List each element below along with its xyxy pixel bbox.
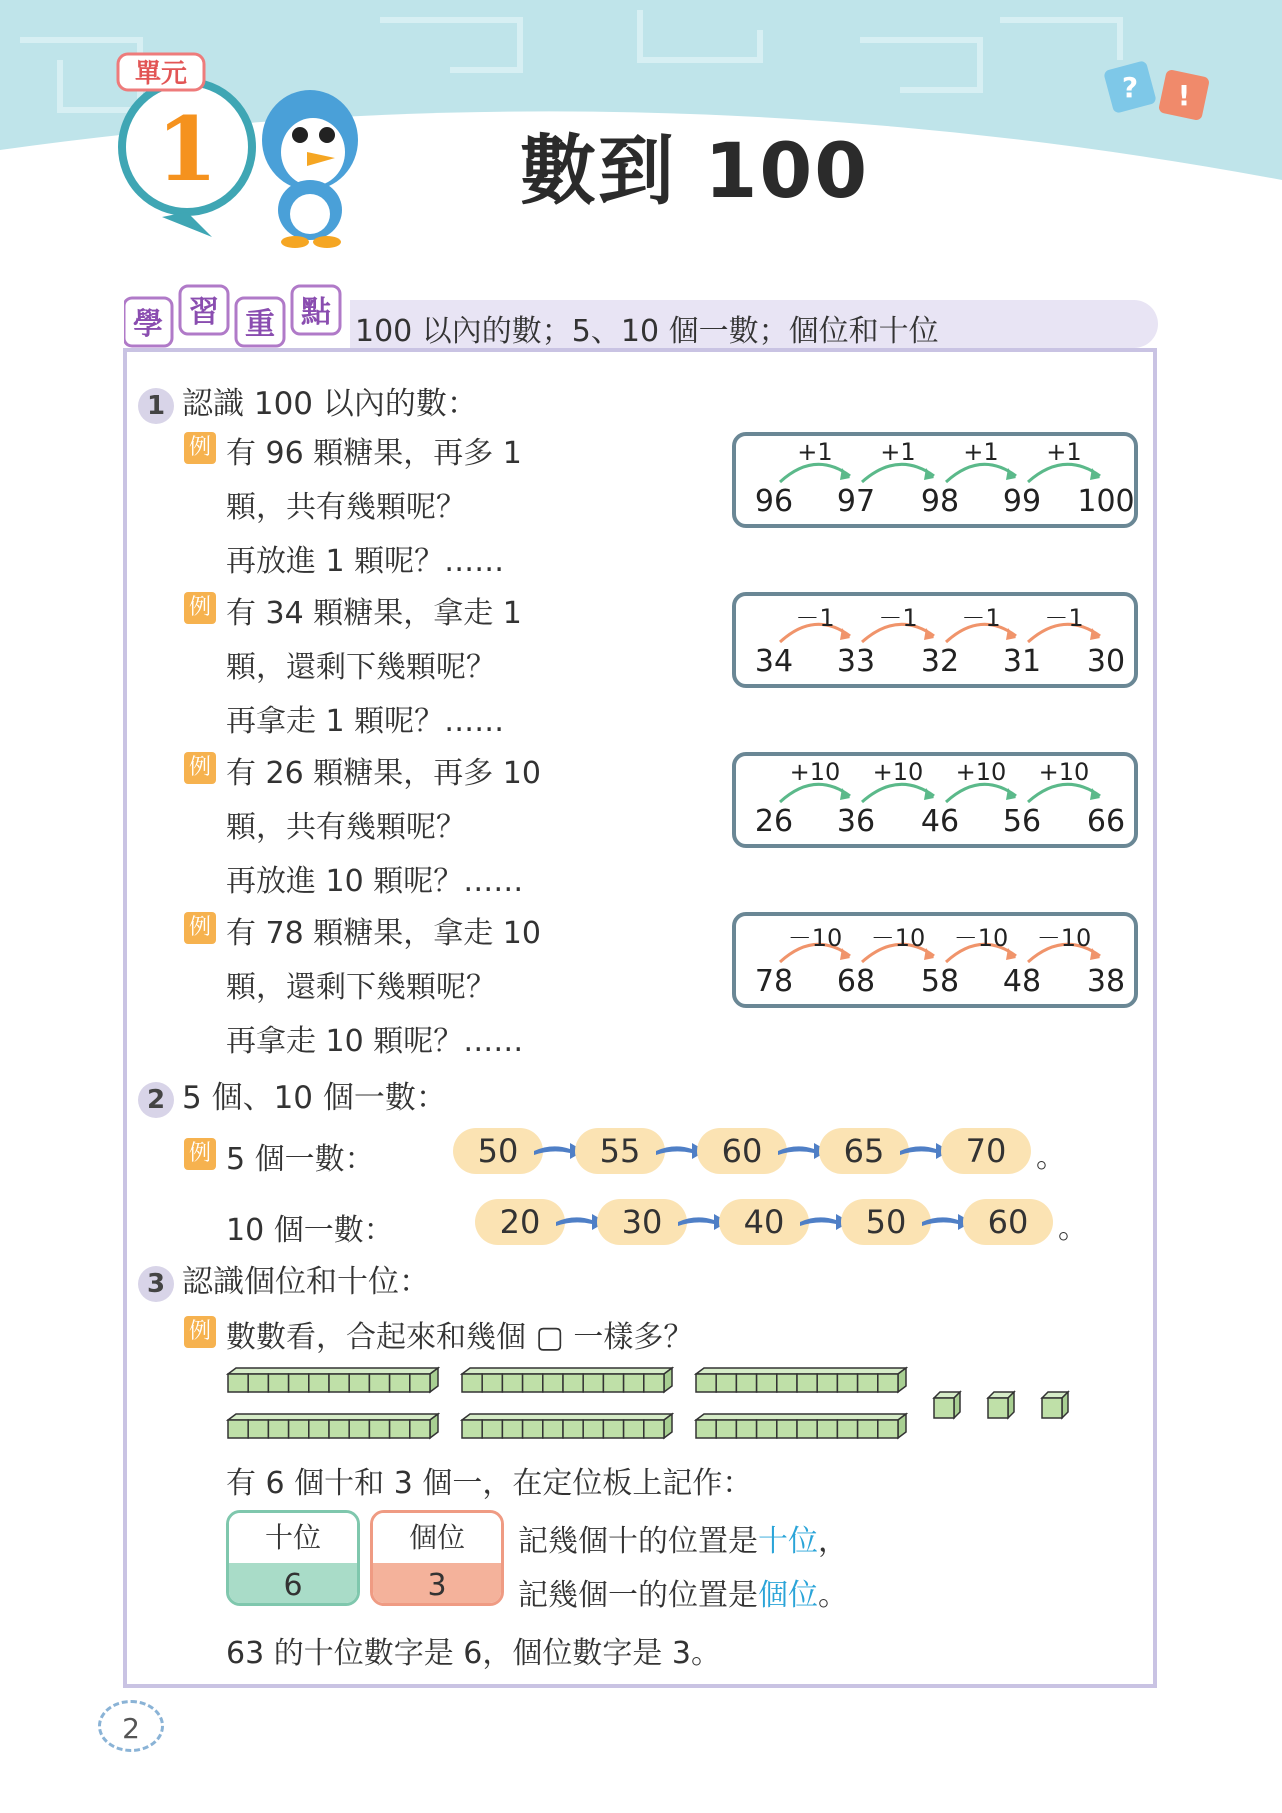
- section-number: 3: [138, 1266, 174, 1302]
- sequence-number: 66: [1086, 804, 1126, 839]
- step-label: +10: [789, 758, 841, 786]
- sequence-number: 33: [836, 644, 876, 679]
- sequence-number: 99: [1002, 484, 1042, 519]
- unit-label: 單元: [134, 59, 188, 89]
- hop-arrow: [780, 464, 850, 482]
- question-dice-icon: [1100, 55, 1220, 125]
- explain-ones: [518, 1570, 848, 1614]
- example-text-line: 再拿走 1 顆呢？……: [226, 704, 505, 739]
- section3-heading-text: 認識個位和十位：: [182, 1264, 430, 1300]
- sequence-number: 98: [920, 484, 960, 519]
- step-label: +1: [880, 438, 916, 466]
- section-number: 1: [138, 388, 174, 424]
- ones-header: 個位: [373, 1513, 501, 1563]
- sequence-number: 78: [754, 964, 794, 999]
- count-value-pill: 50: [841, 1199, 931, 1245]
- svg-text:重: 重: [245, 307, 275, 342]
- ones-column: [370, 1510, 504, 1606]
- step-label: +10: [1038, 758, 1090, 786]
- svg-text:?: ?: [1121, 71, 1139, 104]
- section2-heading: [138, 1072, 447, 1118]
- ones-keyword: 個位: [758, 1578, 818, 1613]
- sequence-number: 56: [1002, 804, 1042, 839]
- count-value-pill: 55: [575, 1128, 665, 1174]
- step-label: －1: [878, 604, 918, 632]
- example-text-line: 顆，還剩下幾顆呢？: [226, 650, 496, 685]
- count-value-pill: 70: [941, 1128, 1031, 1174]
- ten-rod-block: [226, 1412, 440, 1440]
- count-value-pill: 30: [597, 1199, 687, 1245]
- hop-arrow: [946, 784, 1016, 802]
- step-label: －10: [787, 924, 843, 952]
- explain-tens: [518, 1516, 848, 1560]
- unit-cube-block: [1040, 1390, 1070, 1420]
- step-label: +1: [797, 438, 833, 466]
- sequence-number: 100: [1077, 484, 1135, 519]
- section1-heading: [138, 378, 478, 424]
- example-text-line: 顆，共有幾顆呢？: [226, 810, 466, 845]
- unit-number: 1: [156, 97, 218, 201]
- sequence-number: 46: [920, 804, 960, 839]
- penguin-mascot: [255, 80, 365, 250]
- example-badge: 例: [184, 752, 216, 784]
- example-text-line: 再放進 10 顆呢？……: [226, 864, 524, 899]
- count-by-5-label: 5 個一數：: [226, 1142, 375, 1177]
- explain-tens-text: 記幾個十的位置是: [518, 1524, 758, 1559]
- unit-badge: [112, 42, 262, 242]
- ten-rod-block: [694, 1366, 908, 1394]
- step-label: －10: [953, 924, 1009, 952]
- sequence-number: 68: [836, 964, 876, 999]
- example-text-line: 再放進 1 顆呢？……: [226, 544, 505, 579]
- period: 。: [1036, 1140, 1066, 1175]
- sequence-number: 31: [1002, 644, 1042, 679]
- step-label: －1: [1044, 604, 1084, 632]
- number-sequence-box: [732, 752, 1138, 848]
- hop-arrow: [1028, 464, 1100, 482]
- example-badge: 例: [184, 1316, 216, 1348]
- example-text-line: 有 34 顆糖果，拿走 1: [226, 596, 522, 631]
- tens-value: 6: [229, 1563, 357, 1606]
- unit-cube-block: [986, 1390, 1016, 1420]
- example-badge: 例: [184, 592, 216, 624]
- example-text-line: 再拿走 10 顆呢？……: [226, 1024, 524, 1059]
- count-value-pill: 65: [819, 1128, 909, 1174]
- sequence-number: 48: [1002, 964, 1042, 999]
- period: 。: [1058, 1211, 1088, 1246]
- section-number: 2: [138, 1082, 174, 1118]
- sequence-number: 34: [754, 644, 794, 679]
- example-text-line: 顆，共有幾顆呢？: [226, 490, 466, 525]
- focus-text: 100 以內的數；5、10 個一數；個位和十位: [355, 314, 939, 349]
- sequence-number: 97: [836, 484, 876, 519]
- step-label: +1: [1046, 438, 1082, 466]
- hop-arrow: [780, 784, 850, 802]
- step-label: +1: [963, 438, 999, 466]
- hop-arrow: [946, 464, 1016, 482]
- example-text-line: 顆，還剩下幾顆呢？: [226, 970, 496, 1005]
- ten-rod-block: [460, 1366, 674, 1394]
- svg-text:點: 點: [301, 295, 331, 330]
- svg-text:!: !: [1177, 79, 1191, 112]
- step-label: －1: [961, 604, 1001, 632]
- hop-arrow: [862, 464, 934, 482]
- ten-rod-block: [226, 1366, 440, 1394]
- page-number: 2: [98, 1700, 164, 1752]
- hop-arrow: [1028, 784, 1100, 802]
- step-label: +10: [955, 758, 1007, 786]
- count-by-10-label: 10 個一數：: [226, 1213, 394, 1248]
- tens-keyword: 十位: [758, 1524, 818, 1559]
- count-value-pill: 60: [697, 1128, 787, 1174]
- explain-ones-text: 記幾個一的位置是: [518, 1578, 758, 1613]
- ones-value: 3: [373, 1563, 501, 1606]
- step-label: －10: [1036, 924, 1092, 952]
- svg-text:習: 習: [189, 295, 219, 330]
- example-badge: 例: [184, 912, 216, 944]
- sequence-number: 58: [920, 964, 960, 999]
- step-label: －10: [870, 924, 926, 952]
- place-value-table: [226, 1510, 506, 1606]
- page-title: 數到 100: [520, 126, 870, 215]
- example-text-line: 有 96 顆糖果，再多 1: [226, 436, 522, 471]
- number-sequence-box: [732, 432, 1138, 528]
- ten-rod-block: [694, 1412, 908, 1440]
- step-label: +10: [872, 758, 924, 786]
- conclusion-line: 63 的十位數字是 6，個位數字是 3。: [226, 1636, 721, 1671]
- explain-tens-end: ，: [818, 1524, 848, 1559]
- sequence-number: 38: [1086, 964, 1126, 999]
- tens-column: [226, 1510, 360, 1606]
- sequence-number: 32: [920, 644, 960, 679]
- sequence-number: 96: [754, 484, 794, 519]
- count-value-pill: 60: [963, 1199, 1053, 1245]
- count-value-pill: 50: [453, 1128, 543, 1174]
- example-text-line: 有 78 顆糖果，拿走 10: [226, 916, 541, 951]
- example-badge: 例: [184, 1138, 216, 1170]
- learning-focus-tag: [124, 284, 354, 348]
- number-sequence-box: [732, 592, 1138, 688]
- sequence-number: 26: [754, 804, 794, 839]
- sequence-number: 30: [1086, 644, 1126, 679]
- blocks-question: 數數看，合起來和幾個 ▢ 一樣多？: [226, 1320, 694, 1355]
- section3-heading: [138, 1256, 430, 1302]
- number-sequence-box: [732, 912, 1138, 1008]
- count-value-pill: 20: [475, 1199, 565, 1245]
- step-label: －1: [795, 604, 835, 632]
- ten-rod-block: [460, 1412, 674, 1440]
- example-badge: 例: [184, 432, 216, 464]
- record-line: 有 6 個十和 3 個一，在定位板上記作：: [226, 1466, 753, 1501]
- count-value-pill: 40: [719, 1199, 809, 1245]
- example-text-line: 有 26 顆糖果，再多 10: [226, 756, 541, 791]
- section2-heading-text: 5 個、10 個一數：: [182, 1080, 447, 1116]
- svg-text:學: 學: [133, 307, 163, 342]
- unit-cube-block: [932, 1390, 962, 1420]
- sequence-number: 36: [836, 804, 876, 839]
- hop-arrow: [862, 784, 934, 802]
- tens-header: 十位: [229, 1513, 357, 1563]
- section1-heading-text: 認識 100 以內的數：: [182, 386, 478, 422]
- explain-ones-end: 。: [818, 1578, 848, 1613]
